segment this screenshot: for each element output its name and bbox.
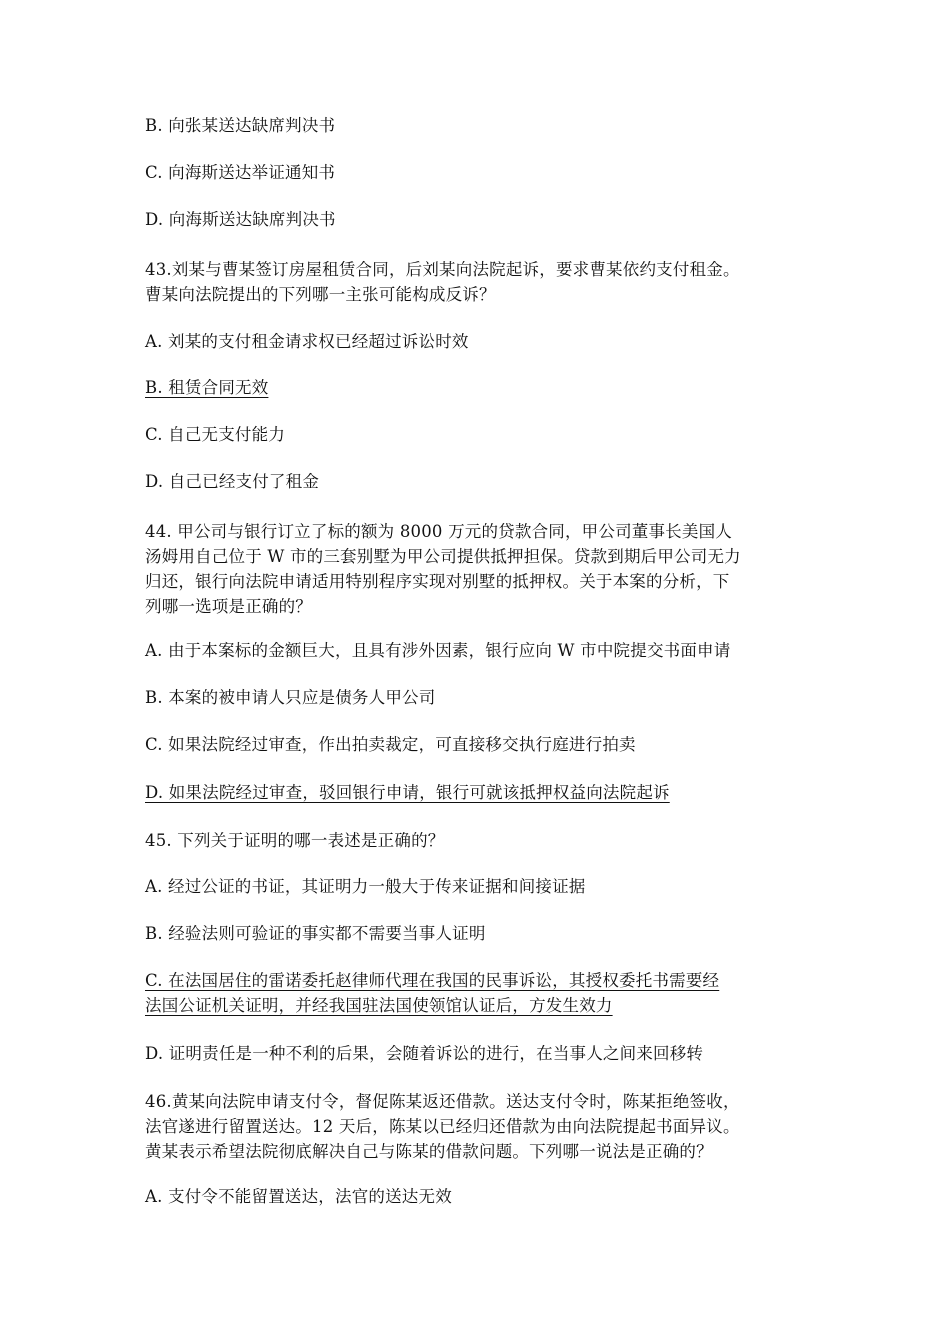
q45-option-b: B. 经验法则可验证的事实都不需要当事人证明 <box>145 924 486 943</box>
q42-option-c: C. 向海斯送达举证通知书 <box>145 163 336 182</box>
q44-option-c: C. 如果法院经过审查，作出拍卖裁定，可直接移交执行庭进行拍卖 <box>145 735 636 754</box>
q46-stem-line-3: 黄某表示希望法院彻底解决自己与陈某的借款问题。下列哪一说法是正确的？ <box>145 1142 713 1161</box>
q45-option-c-answer-line-1: C. 在法国居住的雷诺委托赵律师代理在我国的民事诉讼，其授权委托书需要经 <box>145 971 720 990</box>
q44-stem-line-4: 列哪一选项是正确的？ <box>145 597 312 616</box>
q45-option-c-answer-line-2: 法国公证机关证明，并经我国驻法国使领馆认证后，方发生效力 <box>145 996 613 1015</box>
q44-stem-line-3: 归还，银行向法院申请适用特别程序实现对别墅的抵押权。关于本案的分析，下 <box>145 572 730 591</box>
q46-option-a: A. 支付令不能留置送达，法官的送达无效 <box>145 1187 452 1206</box>
q46-stem-line-1: 46.黄某向法院申请支付令，督促陈某返还借款。送达支付令时，陈某拒绝签收， <box>145 1092 740 1111</box>
q46-stem-line-2: 法官遂进行留置送达。12 天后，陈某以已经归还借款为由向法院提起书面异议。 <box>145 1117 740 1136</box>
q43-option-b-answer: B. 租赁合同无效 <box>145 378 269 397</box>
q42-option-b: B. 向张某送达缺席判决书 <box>145 116 336 135</box>
q44-stem-line-1: 44. 甲公司与银行订立了标的额为 8000 万元的贷款合同，甲公司董事长美国人 <box>145 522 732 541</box>
q42-option-d: D. 向海斯送达缺席判决书 <box>145 210 336 229</box>
q45-stem: 45. 下列关于证明的哪一表述是正确的？ <box>145 831 445 850</box>
q43-option-a: A. 刘某的支付租金请求权已经超过诉讼时效 <box>145 332 469 351</box>
q43-stem-line-1: 43.刘某与曹某签订房屋租赁合同，后刘某向法院起诉，要求曹某依约支付租金。 <box>145 260 740 279</box>
q43-option-c: C. 自己无支付能力 <box>145 425 286 444</box>
q44-option-d-answer: D. 如果法院经过审查，驳回银行申请，银行可就该抵押权益向法院起诉 <box>145 783 670 802</box>
q43-stem-line-2: 曹某向法院提出的下列哪一主张可能构成反诉？ <box>145 285 496 304</box>
q44-option-a: A. 由于本案标的金额巨大，且具有涉外因素，银行应向 W 市中院提交书面申请 <box>145 641 731 660</box>
q44-option-b: B. 本案的被申请人只应是债务人甲公司 <box>145 688 436 707</box>
q44-stem-line-2: 汤姆用自己位于 W 市的三套别墅为甲公司提供抵押担保。贷款到期后甲公司无力 <box>145 547 741 566</box>
q45-option-a: A. 经过公证的书证，其证明力一般大于传来证据和间接证据 <box>145 877 586 896</box>
q43-option-d: D. 自己已经支付了租金 <box>145 472 320 491</box>
q45-option-d: D. 证明责任是一种不利的后果，会随着诉讼的进行，在当事人之间来回移转 <box>145 1044 704 1063</box>
